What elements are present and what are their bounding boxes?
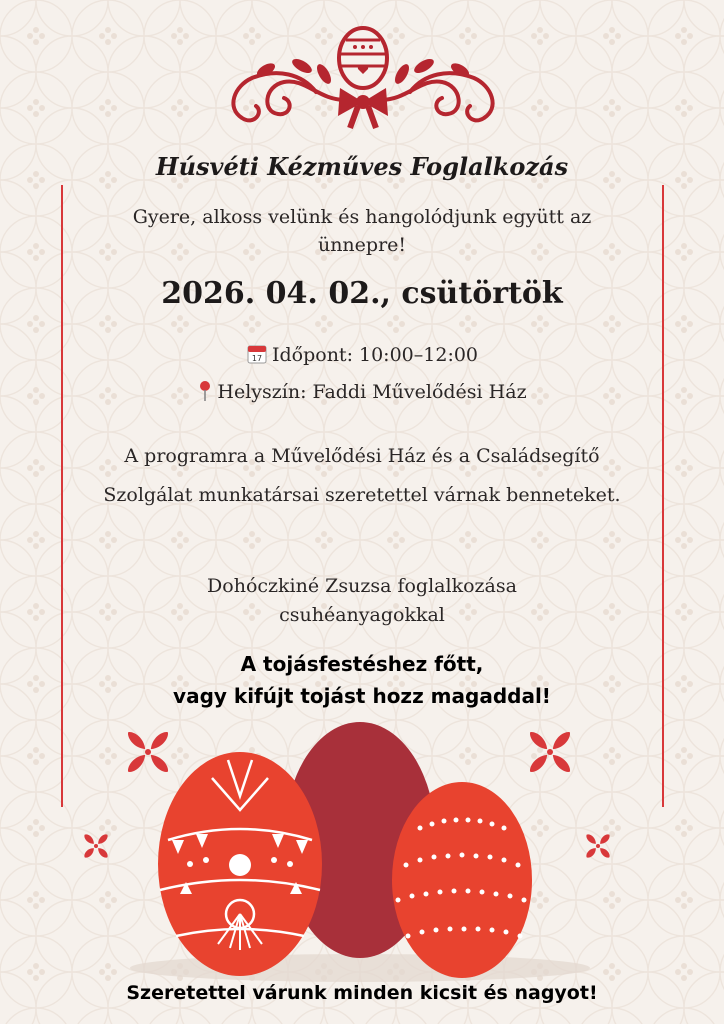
easter-eggs-illustration <box>0 700 724 990</box>
bring-egg-line-1: A tojásfestéshez főtt, <box>240 652 484 676</box>
event-time-label: Időpont: 10:00–12:00 <box>271 344 479 366</box>
event-date: 2026. 04. 02., csütörtök <box>161 276 563 311</box>
left-egg <box>158 752 322 976</box>
easter-egg-ornament-icon <box>218 16 508 136</box>
event-time <box>0 343 724 366</box>
event-title: Húsvéti Kézműves Foglalkozás <box>155 152 569 181</box>
program-description: A programra a Művelődési Ház és a Családsegítő Szolgálat munkatársai szeretettel várnak benneteket. <box>103 445 621 506</box>
closing-message: Szeretettel várunk minden kicsit és nagyot! <box>126 982 598 1004</box>
event-place-label: Helyszín: Faddi Művelődési Ház <box>217 381 527 403</box>
calendar-icon <box>246 343 268 365</box>
bring-egg-line-2: vagy kifújt tojást hozz magaddal! <box>173 684 551 708</box>
right-egg <box>392 782 532 978</box>
pushpin-icon <box>197 380 213 402</box>
host-description: Dohóczkiné Zsuzsa foglalkozása csuhéanyagokkal <box>207 575 517 626</box>
event-place <box>0 380 724 403</box>
svg-text:17: 17 <box>251 354 263 363</box>
event-subtitle: Gyere, alkoss velünk és hangolódjunk együtt az ünnepre! <box>132 206 592 256</box>
